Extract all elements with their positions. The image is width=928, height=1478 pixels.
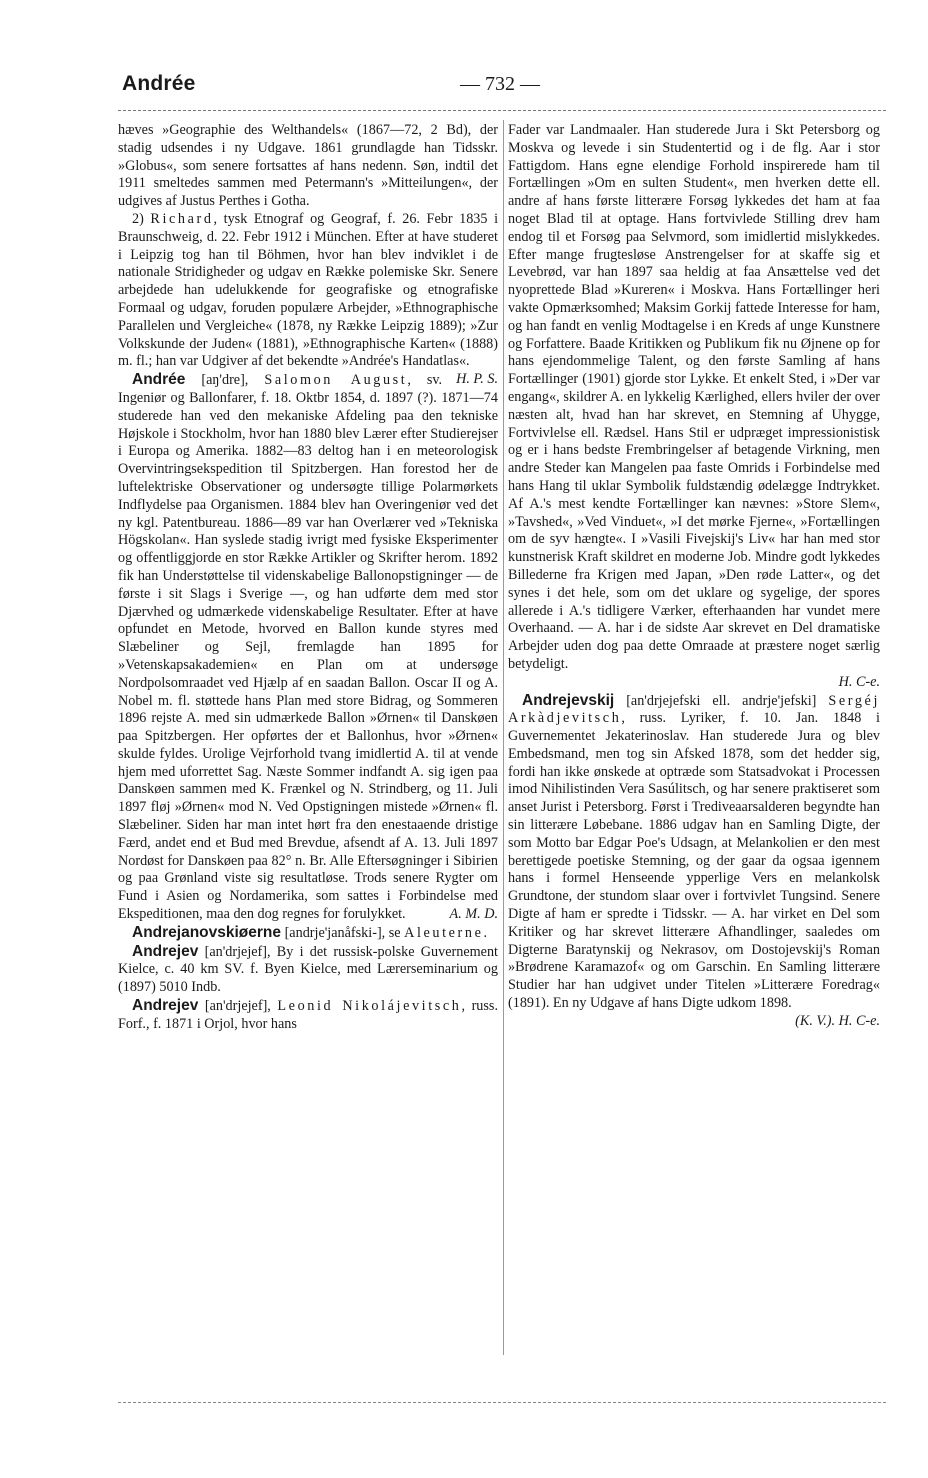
header-rule <box>118 110 886 111</box>
author-signature: (K. V.). H. C-e. <box>795 1012 880 1029</box>
page-header <box>0 72 928 108</box>
left-column <box>118 122 498 1034</box>
entry-andree-salomon: Andrée [aŋ'dre], Salomon August, sv. Ingeniør og Ballonfarer, f. 18. Oktbr 1854, d. 1897 (?). 1871—74 studerede han ved den mekaniske Afdeling paa den tekniske Højskole i Stockholm, hvor han 1880 blev Lærer efter Studierejser i Europa og Amerika. 1882—83 deltog han i en meteorologisk Overvintringsekspedition til Spitzbergen. Han forestod her de luftelektriske Observationer og undersøgte tillige Polarmørkets Indflydelse paa Organismen. 1884 blev han Overingeniør ved det ny kgl. Patentbureau. 1886—89 var han Overlærer ved »Tekniska Högskolan«. Han syslede stadig ivrigt med fysiske Eksperimenter og offentliggjorde en stor Række Artikler og Skrifter herom. 1892 fik han Understøttelse til videnskabelige Ballonopstigninger — de første i sit Slags i Sverige —, og han udførte dem med stor Djærvhed og udmærkede videnskabelige Resultater. Efter at have opfundet en Metode, hvorved en Ballon kunde styres med Slæbeliner og Sejl, fremlagde han 1895 for »Vetenskapsakademien« en Plan om at undersøge Nordpolsomraadet ved Hjælp af en saadan Ballon. Oscar II og A. Nobel m. fl. støttede hans Plan med store Bidrag, og Sommeren 1896 rejste A. med sin udmærkede Ballon »Ørnen« til Danskøen paa Spitzbergen. Her opførtes der et Ballonhus, hvor »Ørnen« skulde fyldes. Urolige Vejrforhold tvang imidlertid A. til at vende hjem med uforrettet Sag. Næste Sommer indfandt A. sig igen paa Danskøen sammen med K. Frænkel og N. Strindberg, og 11. Juli 1897 fløj »Ørnen« mod N. Ved Opstigningen mistede »Ørnen« fl. Slæbeliner. Siden har man intet hørt fra den enestaaende dristige Færd, andet end et Bud med Brevdue, afsendt af A. 13. Juli 1897 Nordøst for Danskøen paa 82° n. Br. Alle Eftersøgninger i Sibirien og paa Grønland viste sig resultatløse. Trods senere Rygter om Fund i Asien og Nordamerika, som sattes i Forbindelse med Ekspeditionen, maa den dog regnes for forulykket. A. M. D. <box>118 371 498 923</box>
entry-andrejev-town: Andrejev [an'drjejef], By i det russisk-polske Guvernement Kielce, c. 40 km SV. f. Byen Kielce, med Lærerseminarium og (1897) 5010 Indb. <box>118 942 499 996</box>
page-number: — 732 — <box>460 73 540 95</box>
pronunciation: [andrje'janåfski-], <box>284 924 386 941</box>
pronunciation: [an'drjejefski ell. andrje'jefski] <box>626 692 817 709</box>
footer-rule <box>118 1402 886 1403</box>
headword: Andrée <box>132 371 186 389</box>
running-head-word: Andrée <box>122 72 196 95</box>
pronunciation: [an'drjejef], <box>204 998 271 1015</box>
headword: Andrejev <box>132 942 199 960</box>
headword: Andrejanovskiøerne <box>132 923 282 941</box>
right-column <box>508 122 880 1031</box>
pronunciation: [aŋ'dre], <box>201 372 249 389</box>
column-divider <box>503 120 504 1355</box>
entry-andrejanovskioerne: Andrejanovskiøerne [andrje'janåfski-], se Aleuterne. <box>132 923 488 941</box>
entry-continuation: Fader var Landmaaler. Han studerede Jura i Skt Petersborg og Moskva og levede i sin Studentertid og i de flg. Aar i stor Fattigdom. Hans egne elendige Forhold inspirerede ham til Fortællingen »Om en sulten Student«, men hverken dette ell. andre af hans første litterære Forsøg lykkedes det ham at faa noget Blad til at optage. Hans fortvivlede Stilling drev ham endog til et Forsøg paa Selvmord, som imidlertid mislykkedes. Efter mange frugtesløse Anstrengelser for at skaffe sig et Levebrød, var han 1897 saa heldig at faa Ansættelse ved det nyoprettede Blad »Kureren« i Moskva. Hans Fortællinger heri vakte Opmærksomhed; Maksim Gorkij fattede Interesse for ham, og han fandt en venlig Modtagelse i en Kreds af unge Kunstnere og Forfattere. Baade Kritikken og Publikum fik nu Øjnene op for hans ejendommelige Talent, og den første Samling af hans Fortællinger (1901) gjorde stor Lykke. Et enkelt Sted, i »Der var engang«, skildrer A. en lykkelig Kærlighed, ellers hviler der over næsten alt, hvad han har skrevet, en Stemning af Uhygge, Fortvivlelse ell. Rædsel. Hans Stil er udpræget impressionistisk og er i hans bedste Frembringelser af betagende Virkning, men andre Steder kan Mangelen paa faste Omrids i Forbindelse med hans Hang til uklar Symbolik fuldstændig ødelægge Indtrykket. Af A.'s mest kendte Fortællinger kan nævnes: »Store Slem«, »Tavshed«, »Ved Vinduet«, »I det mørke Fjerne«, »Fortællingen om de syv hængte«. I »Vasili Fivejskij's Liv« har han med stor kunstnerisk Kraft skildret en moderne Job. Mindre godt lykkedes Billederne fra Krigen med Japan, »Den røde Latter«, og det synes i det hele, som om det uklare og sygelige, der spores allerede i A.'s tidligere Værker, efterhaanden har vundet mere Overhaand. — A. har i de sidste Aar skrevet en Del dramatiske Arbejder uden dog paa dette Omraade at præstere noget særlig betydeligt. <box>508 122 880 672</box>
author-signature: H. C-e. <box>838 673 880 690</box>
entry-andrejevskij: Andrejevskij [an'drjejefski ell. andrje'jefski] Sergéj Arkàdjevitsch, russ. Lyriker, f. 10. Jan. 1848 i Guvernementet Jekaterinoslav. Han studerede Jura og blev Embedsmand, men tog sin Afsked 1878, som det hedder sig, fordi han ikke ønskede at optræde som Statsadvokat i Processen imod Nihilistinden Vera Sasúlitsch, og har senere praktiseret som anset Jurist i Petersborg. Først i Trediveaarsalderen begyndte han sin litterære Løbebane. 1886 udgav han en Samling Digte, der som Motto bar Edgar Poe's Udsagn, at Melankolien er den mest berettigede poetiske Stemning, og der gaar da ogsaa igennem hans i formel Henseende ypperlige Vers en melankolsk Grundtone, der stundom slaar over i fortvivlet Tungsind. Senere Digte af ham er spredte i Tidsskr. — A. har virket en Del som Kritiker og har skrevet litterære Afhandlinger, saaledes om Digterne Baratynskij og Nekrasov, om Dostojevskij's Roman »Brødrene Karamazof« og om Garschin. En Samling litterære Studier har han udgivet under Titelen »Litterære Foredrag« (1891). En ny Udgave af hans Digte udkom 1898. <box>508 691 880 1012</box>
entry-continuation: hæves »Geographie des Welthandels« (1867—72, 2 Bd), der stadig udsendes i ny Udgave. 1861 grundlagde han Tidsskr. »Globus«, som senere fortsattes af hans nedenn. Søn, indtil det 1911 smeltedes sammen med Petermann's »Mitteilungen«, der udgives af Justus Perthes i Gotha. <box>118 122 498 210</box>
author-signature: A. M. D. <box>449 906 498 923</box>
entry-name: Salomon August <box>264 372 408 389</box>
entry-name: Sergéj Arkàdjevitsch <box>508 692 880 727</box>
headword: Andrejev <box>132 997 199 1015</box>
headword: Andrejevskij <box>522 691 615 709</box>
pronunciation: [an'drjejef], <box>204 943 271 960</box>
entry-richard: 2) Richard, tysk Etnograf og Geograf, f. 26. Febr 1835 i Braunschweig, d. 22. Febr 1912 i München. Efter at have studeret i Leipzig tog han til Böhmen, hvor han blev indviklet i de nationale Stridigheder og udgav en Række polemiske Skr. Senere arbejdede han udelukkende for geografiske og etnografiske Formaal og udgav, foruden populære Arbejder, »Ethnographische Parallelen und Vergleiche« (1878, ny Række Leipzig 1889); »Zur Volkskunde der Juden« (1881), »Ethnographische Karten« (1888) m. fl.; han var Udgiver af det bekendte »Andrée's Handatlas«. H. P. S. <box>118 210 499 388</box>
entry-name: Richard <box>150 210 214 227</box>
cross-reference: Aleuterne <box>404 924 484 941</box>
entry-name: Leonid Nikolájevitsch <box>277 998 462 1015</box>
entry-andrejev-leonid: Andrejev [an'drjejef], Leonid Nikolájevitsch, russ. Forf., f. 1871 i Orjol, hvor hans <box>118 997 498 1032</box>
author-signature: H. P. S. <box>456 371 498 388</box>
